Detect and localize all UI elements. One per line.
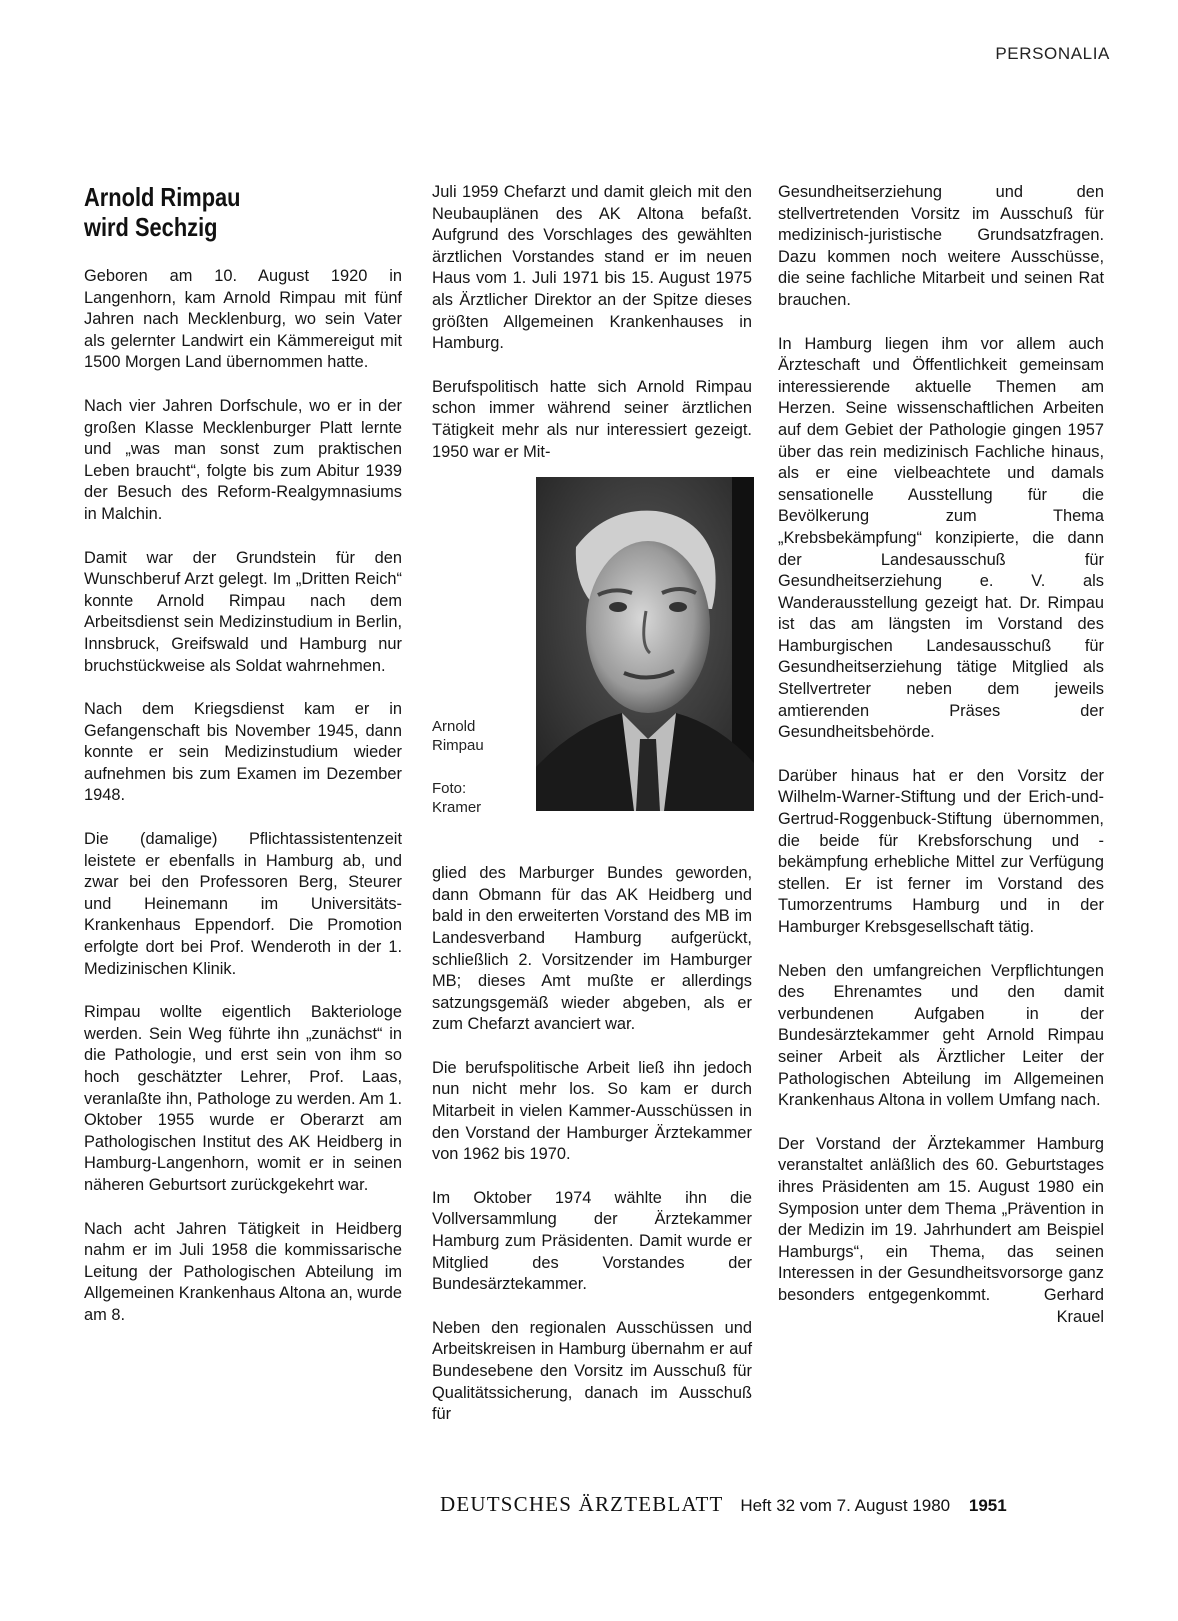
paragraph: Berufspolitisch hatte sich Arnold Rimpau schon immer während seiner ärztlichen Tätigkeit mehr als nur interessiert gezeigt. 1950 war er Mit- <box>432 377 752 461</box>
paragraph: In Hamburg liegen ihm vor allem auch Ärzteschaft und Öffentlichkeit gemeinsam interessierende aktuelle Themen am Herzen. Seine wissenschaftlichen Arbeiten auf dem Gebiet der Pathologie gingen 1957 über das rein medizinisch Fachliche hinaus, als er eine vielbeachtete und damals sensationelle Ausstellung für die Bevölkerung zum Thema „Krebsbekämpfung“ konzipierte, die dann der Landesausschuß für Gesundheitserziehung e. V. als Wanderausstellung gezeigt hat. Dr. Rimpau ist das am längsten im Vorstand des Hamburgischen Landesausschuß für Gesundheitserziehung tätige Mitglied als Stellvertreter neben dem jeweils amtierenden Präses der Gesundheitsbehörde. <box>778 334 1104 742</box>
photo-caption-credit: Foto: Kramer <box>432 780 482 817</box>
paragraph: Gesundheitserziehung und den stellvertretenden Vorsitz im Ausschuß für medizinisch-juristische Grundsatzfragen. Dazu kommen noch weitere Ausschüsse, die seine fachliche Mitarbeit und seinen Rat brauchen. <box>778 183 1104 309</box>
paragraph-text: Der Vorstand der Ärztekammer Hamburg veranstaltet anläßlich des 60. Geburtstages ihres Präsidenten am 15. August 1980 ein Symposion unter dem Thema „Prävention in der Medizin im 19. Jahrhundert am Beispiel Hamburgs“, ein Thema, das seinen Interessen in der Gesundheitsvorsorge ganz besonders entgegenkommt. <box>778 1134 1104 1304</box>
paragraph: Die berufspolitische Arbeit ließ ihn jedoch nun nicht mehr los. So kam er durch Mitarbeit in vielen Kammer-Ausschüssen in den Vorstand der Hamburger Ärztekammer von 1962 bis 1970. <box>432 1058 752 1164</box>
page-footer <box>440 1492 1112 1517</box>
article-title <box>84 182 386 242</box>
paragraph: glied des Marburger Bundes geworden, dann Obmann für das AK Heidberg und bald in den erweiterten Vorstand des MB im Landesverband Hamburg aufgerückt, schließlich 2. Vorsitzender im Hamburger MB; dieses Amt mußte er allerdings satzungsgemäß wieder abgeben, als er zum Chefarzt avanciert war. <box>432 864 752 1034</box>
section-label: PERSONALIA <box>995 44 1110 63</box>
journal-name: DEUTSCHES ÄRZTEBLATT <box>440 1492 724 1516</box>
author-signature: Gerhard Krauel <box>1043 1285 1104 1326</box>
paragraph: Nach dem Kriegsdienst kam er in Gefangenschaft bis November 1945, dann konnte er sein Medizinstudium wieder aufnehmen bis zum Examen im Dezember 1948. <box>84 700 402 805</box>
portrait-photo <box>536 477 754 811</box>
paragraph: Juli 1959 Chefarzt und damit gleich mit den Neubauplänen des AK Altona befaßt. Aufgrund des Vorschlages des gewählten ärztlichen Vorstandes stand er im neuen Haus vom 1. Juli 1971 bis 15. August 1975 als Ärztlicher Direktor an der Spitze dieses größten Allgemeinen Krankenhauses in Hamburg. <box>432 183 752 353</box>
paragraph: Nach vier Jahren Dorfschule, wo er in der großen Klasse Mecklenburger Platt lernte und „was man sonst zum praktischen Leben braucht“, folgte bis zum Abitur 1939 der Besuch des Reform-Realgymnasiums in Malchin. <box>84 396 402 523</box>
article-title-line-2: wird Sechzig <box>84 212 218 242</box>
photo-caption-name: Arnold Rimpau <box>432 718 484 755</box>
paragraph: Im Oktober 1974 wählte ihn die Vollversammlung der Ärztekammer Hamburg zum Präsidenten. Damit wurde er Mitglied des Vorstandes der Bundesärztekammer. <box>432 1188 752 1294</box>
paragraph: Rimpau wollte eigentlich Bakteriologe werden. Sein Weg führte ihn „zunächst“ in die Pathologie, und erst sein von ihm so hoch geschätzter Lehrer, Prof. Laas, veranlaßte ihn, Pathologe zu werden. Am 1. Oktober 1955 wurde er Oberarzt am Pathologischen Institut des AK Heidberg in Hamburg-Langenhorn, womit er in seinen näheren Geburtsort zurückgekehrt war. <box>84 1003 402 1194</box>
paragraph: Geboren am 10. August 1920 in Langenhorn, kam Arnold Rimpau mit fünf Jahren nach Mecklenburg, wo sein Vater als gelernter Landwirt ein Kämmereigut mit 1500 Morgen Land übernommen hatte. <box>84 267 402 372</box>
paragraph: Neben den umfangreichen Verpflichtungen des Ehrenamtes und den damit verbundenen Aufgaben in der Bundesärztekammer geht Arnold Rimpau seiner Arbeit als Ärztlicher Leiter der Pathologischen Abteilung im Allgemeinen Krankenhaus Altona in vollem Umfang nach. <box>778 961 1104 1110</box>
article-column-2 <box>432 182 752 1448</box>
article-column-3 <box>778 182 1104 1350</box>
paragraph: Damit war der Grundstein für den Wunschberuf Arzt gelegt. Im „Dritten Reich“ konnte Arnold Rimpau nach dem Arbeitsdienst sein Medizinstudium in Berlin, Innsbruck, Greifswald und Hamburg nur bruchstückweise als Soldat wahrnehmen. <box>84 548 402 675</box>
paragraph: Darüber hinaus hat er den Vorsitz der Wilhelm-Warner-Stiftung und der Erich-und-Gertrud-Roggenbuck-Stiftung übernommen, die beide für Krebsforschung und -bekämpfung erhebliche Mittel zur Verfügung stellen. Er ist ferner im Vorstand des Tumorzentrums Hamburg und in der Hamburger Krebsgesellschaft tätig. <box>778 766 1104 936</box>
paragraph: Die (damalige) Pflichtassistentenzeit leistete er ebenfalls in Hamburg ab, und zwar bei den Professoren Berg, Steurer und Heinemann im Universitäts-Krankenhaus Eppendorf. Die Promotion erfolgte dort bei Prof. Wenderoth in der 1. Medizinischen Klinik. <box>84 830 402 978</box>
portrait-illustration <box>536 477 754 811</box>
paragraph <box>778 1134 1104 1328</box>
issue-info: Heft 32 vom 7. August 1980 <box>740 1496 951 1515</box>
photo-block <box>432 477 752 849</box>
paragraph: Neben den regionalen Ausschüssen und Arbeitskreisen in Hamburg übernahm er auf Bundesebene den Vorsitz im Ausschuß für Qualitätssicherung, danach im Ausschuß für <box>432 1318 752 1424</box>
paragraph: Nach acht Jahren Tätigkeit in Heidberg nahm er im Juli 1958 die kommissarische Leitung der Pathologischen Abteilung im Allgemeinen Krankenhaus Altona an, wurde am 8. <box>84 1219 403 1324</box>
article-title-line-1: Arnold Rimpau <box>84 182 241 212</box>
page-number: 1951 <box>968 1496 1007 1515</box>
article-column-1 <box>84 182 402 1349</box>
